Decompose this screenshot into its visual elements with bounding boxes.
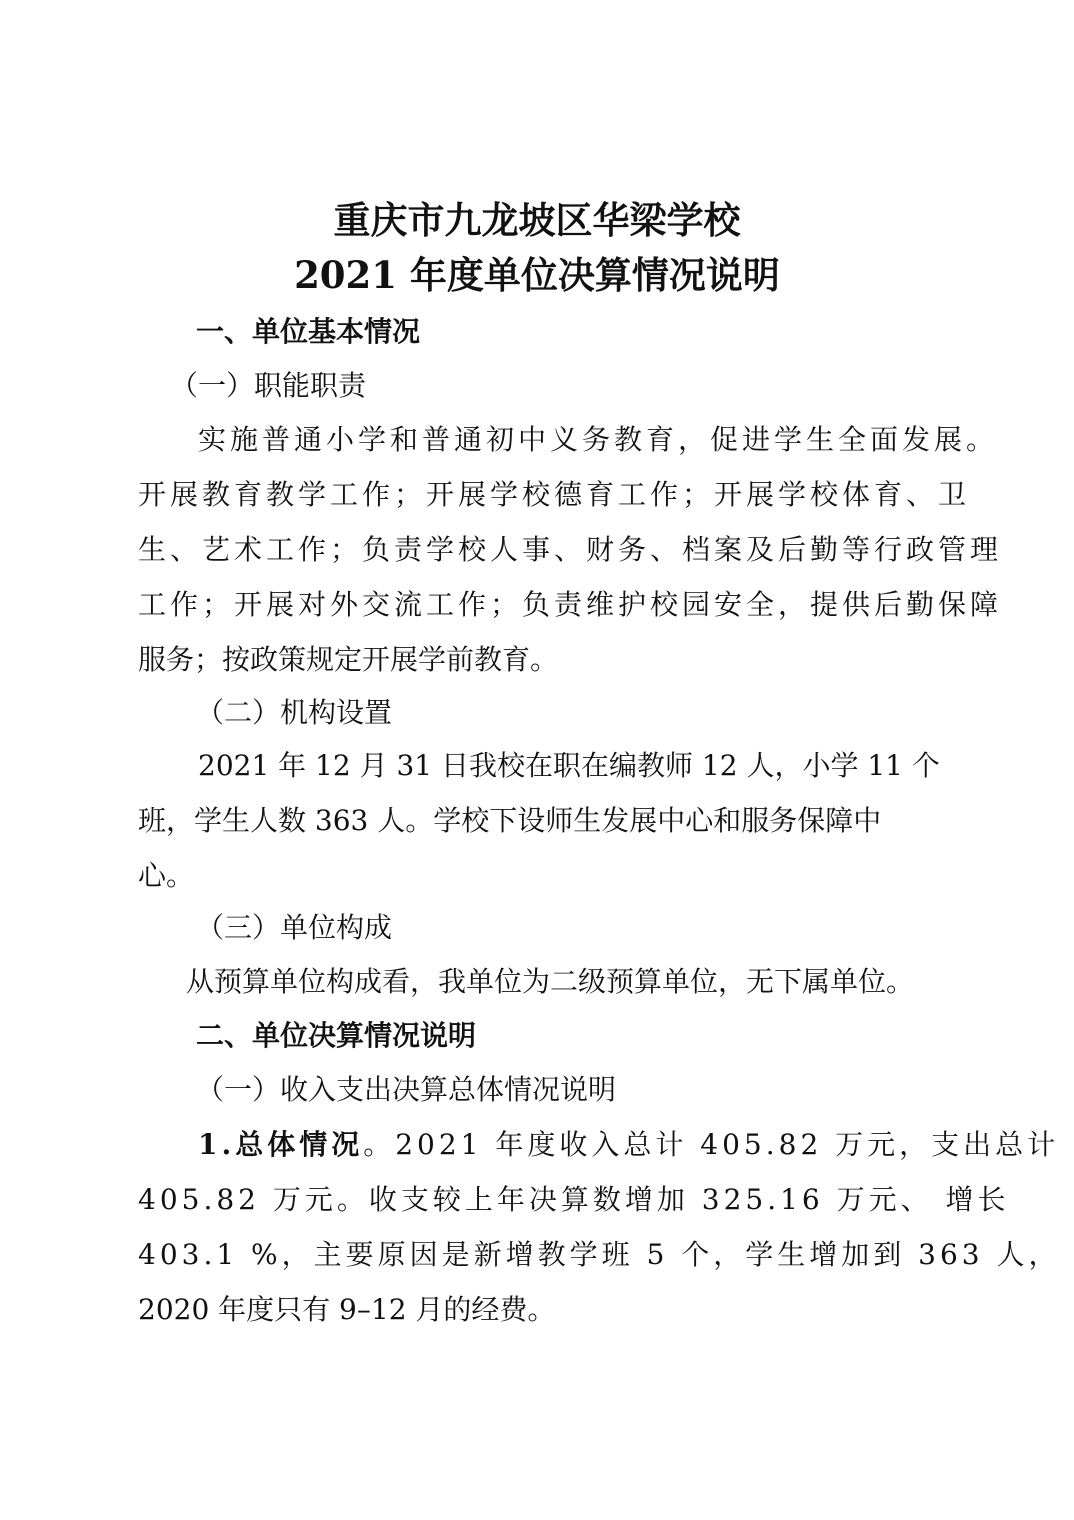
subsection-1-2-heading: （二）机构设置 [196, 696, 393, 729]
paragraph-lead-term: 1.总体情况 [198, 1128, 364, 1161]
paragraph-line: 开展教育教学工作；开展学校德育工作；开展学校体育、卫 [138, 478, 971, 511]
paragraph-line: 心。 [138, 859, 195, 892]
paragraph-line: 403.1 %，主要原因是新增教学班 5 个，学生增加到 363 人， [138, 1238, 1061, 1271]
paragraph-line: 班，学生人数 363 人。学校下设师生发展中心和服务保障中 [138, 804, 882, 837]
paragraph-line: 2021 年 12 月 31 日我校在职在编教师 12 人，小学 11 个 [198, 749, 940, 782]
paragraph-line: 405.82 万元。收支较上年决算数增加 325.16 万元、 增长 [138, 1183, 1010, 1216]
paragraph-line: 工作；开展对外交流工作；负责维护校园安全，提供后勤保障 [138, 588, 1003, 621]
paragraph-line: 2020 年度只有 9–12 月的经费。 [138, 1293, 556, 1326]
section-1-heading: 一、单位基本情况 [196, 315, 421, 348]
paragraph-line: 服务；按政策规定开展学前教育。 [138, 643, 559, 676]
document-title-line-1: 重庆市九龙坡区华梁学校 [333, 198, 741, 242]
paragraph-text: 。2021 年度收入总计 405.82 万元，支出总计 [363, 1128, 1060, 1161]
section-2-heading: 二、单位决算情况说明 [196, 1019, 477, 1052]
paragraph-line [198, 1125, 1059, 1165]
paragraph-line: 实施普通小学和普通初中义务教育，促进学生全面发展。 [198, 423, 999, 456]
subsection-1-3-heading: （三）单位构成 [196, 911, 393, 944]
subsection-2-1-heading: （一）收入支出决算总体情况说明 [196, 1073, 617, 1106]
paragraph-line: 生、艺术工作；负责学校人事、财务、档案及后勤等行政管理 [138, 533, 1003, 566]
paragraph-line: 从预算单位构成看，我单位为二级预算单位，无下属单位。 [186, 965, 915, 998]
subsection-1-1-heading: （一）职能职责 [170, 369, 367, 402]
document-title-line-2: 2021 年度单位决算情况说明 [294, 253, 780, 297]
